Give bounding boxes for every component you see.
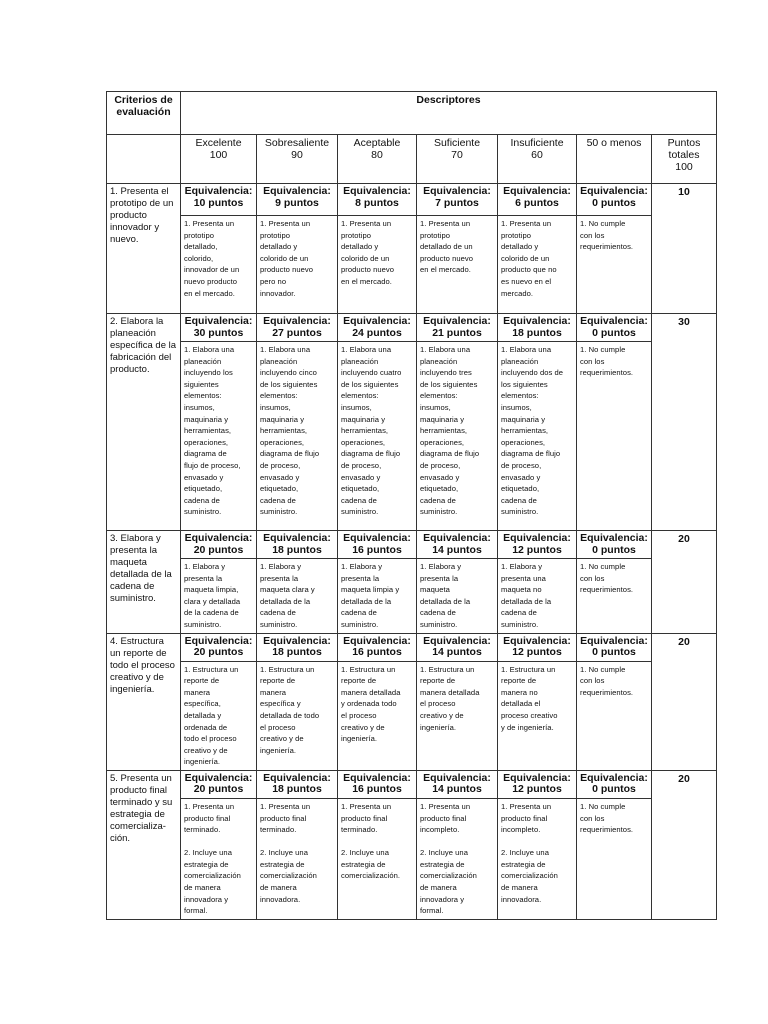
- descriptor-text-cell: 1. No cumple con los requerimientos.: [577, 342, 652, 531]
- criterion-cell: 5. Presenta un producto final terminado y su estrategia de comercializa-ción.: [107, 770, 181, 919]
- equivalence-cell: Equivalencia: 18 puntos: [257, 633, 338, 661]
- criterion-row: [107, 770, 717, 798]
- equivalence-cell: Equivalencia: 7 puntos: [417, 184, 498, 216]
- level-aceptable: Aceptable 80: [338, 135, 417, 184]
- descriptor-text-cell: 1. Presenta un prototipo detallado y colorido de un producto nuevo pero no innovador.: [257, 216, 338, 314]
- equivalence-cell: Equivalencia: 12 puntos: [498, 633, 577, 661]
- level-insuficiente: Insuficiente 60: [498, 135, 577, 184]
- level-excelente: Excelente 100: [181, 135, 257, 184]
- criterion-cell: 2. Elabora la planeación específica de la fabricación del producto.: [107, 314, 181, 531]
- descriptor-text-cell: 1. No cumple con los requerimientos.: [577, 559, 652, 634]
- level-suficiente: Suficiente 70: [417, 135, 498, 184]
- descriptor-text-cell: 1. Elabora una planeación incluyendo dos de los siguientes elementos: insumos, maquinaria y herramientas, operaciones, diagrama de flujo de proceso, envasado y etiquetado, cadena de suministro.: [498, 342, 577, 531]
- equivalence-cell: Equivalencia: 27 puntos: [257, 314, 338, 342]
- descriptor-text-cell: 1. Presenta un prototipo detallado y colorido de un producto que no es nuevo en el mercado.: [498, 216, 577, 314]
- descriptor-text-cell: 1. Elabora una planeación incluyendo tres de los siguientes elementos: insumos, maquinaria y herramientas, operaciones, diagrama de flujo de proceso, envasado y etiquetado, cadena de suministro.: [417, 342, 498, 531]
- header-row: [107, 92, 717, 135]
- total-points-cell: 30: [652, 314, 717, 531]
- criterion-row: [107, 633, 717, 661]
- descriptor-text-cell: 1. Presenta un prototipo detallado de un producto nuevo en el mercado.: [417, 216, 498, 314]
- equivalence-cell: Equivalencia: 6 puntos: [498, 184, 577, 216]
- total-points-cell: 20: [652, 633, 717, 770]
- equivalence-cell: Equivalencia: 0 puntos: [577, 314, 652, 342]
- descriptor-text-cell: 1. No cumple con los requerimientos.: [577, 661, 652, 770]
- equivalence-cell: Equivalencia: 16 puntos: [338, 531, 417, 559]
- descriptor-text-cell: 1. Elabora y presenta la maqueta limpia y detallada de la cadena de suministro.: [338, 559, 417, 634]
- descriptor-text-cell: 1. Elabora una planeación incluyendo los siguientes elementos: insumos, maquinaria y herramientas, operaciones, diagrama de flujo de proceso, envasado y etiquetado, cadena de suministro.: [181, 342, 257, 531]
- equivalence-cell: Equivalencia: 21 puntos: [417, 314, 498, 342]
- descriptor-text-cell: 1. Presenta un producto final incompleto. 2. Incluye una estrategia de comercialización de manera innovadora y formal.: [417, 798, 498, 919]
- descriptor-text-cell: 1. Elabora y presenta la maqueta limpia, clara y detallada de la cadena de suministro.: [181, 559, 257, 634]
- descriptor-row: [107, 559, 717, 634]
- level-50-o-menos: 50 o menos: [577, 135, 652, 184]
- descriptor-text-cell: 1. Estructura un reporte de manera específica y detallada de todo el proceso creativo y de ingeniería.: [257, 661, 338, 770]
- descriptor-text-cell: 1. Estructura un reporte de manera específica, detallada y ordenada de todo el proceso creativo y de ingeniería.: [181, 661, 257, 770]
- descriptor-text-cell: 1. Estructura un reporte de manera no detallada el proceso creativo y de ingeniería.: [498, 661, 577, 770]
- level-sobresaliente: Sobresaliente 90: [257, 135, 338, 184]
- equivalence-cell: Equivalencia: 14 puntos: [417, 531, 498, 559]
- equivalence-cell: Equivalencia: 20 puntos: [181, 633, 257, 661]
- total-points-cell: 10: [652, 184, 717, 314]
- total-points-cell: 20: [652, 770, 717, 919]
- descriptor-row: [107, 798, 717, 919]
- equivalence-cell: Equivalencia: 20 puntos: [181, 531, 257, 559]
- descriptor-text-cell: 1. Presenta un producto final terminado. 2. Incluye una estrategia de comercialización de manera innovadora y formal.: [181, 798, 257, 919]
- descriptor-text-cell: 1. Elabora y presenta una maqueta no detallada de la cadena de suministro.: [498, 559, 577, 634]
- descriptor-row: [107, 216, 717, 314]
- equivalence-cell: Equivalencia: 12 puntos: [498, 770, 577, 798]
- equivalence-cell: Equivalencia: 10 puntos: [181, 184, 257, 216]
- criterion-cell: 4. Estructura un reporte de todo el proceso creativo y de ingeniería.: [107, 633, 181, 770]
- descriptor-text-cell: 1. Presenta un prototipo detallado, colorido, innovador de un nuevo producto en el mercado.: [181, 216, 257, 314]
- equivalence-cell: Equivalencia: 0 puntos: [577, 633, 652, 661]
- equivalence-cell: Equivalencia: 14 puntos: [417, 633, 498, 661]
- criterion-row: [107, 314, 717, 342]
- equivalence-cell: Equivalencia: 18 puntos: [498, 314, 577, 342]
- descriptors-header: Descriptores: [181, 92, 717, 135]
- descriptor-text-cell: 1. Estructura un reporte de manera detallada el proceso creativo y de ingeniería.: [417, 661, 498, 770]
- descriptor-text-cell: 1. Presenta un producto final terminado. 2. Incluye una estrategia de comercialización de manera innovadora.: [257, 798, 338, 919]
- equivalence-cell: Equivalencia: 0 puntos: [577, 184, 652, 216]
- descriptor-text-cell: 1. Elabora y presenta la maqueta detallada de la cadena de suministro.: [417, 559, 498, 634]
- equivalence-cell: Equivalencia: 8 puntos: [338, 184, 417, 216]
- equivalence-cell: Equivalencia: 30 puntos: [181, 314, 257, 342]
- descriptor-text-cell: 1. Elabora y presenta la maqueta clara y detallada de la cadena de suministro.: [257, 559, 338, 634]
- criterion-cell: 1. Presenta el prototipo de un producto innovador y nuevo.: [107, 184, 181, 314]
- equivalence-cell: Equivalencia: 18 puntos: [257, 770, 338, 798]
- evaluation-rubric-table: [106, 91, 717, 920]
- criterion-row: [107, 184, 717, 216]
- descriptor-row: [107, 342, 717, 531]
- equivalence-cell: Equivalencia: 24 puntos: [338, 314, 417, 342]
- descriptor-text-cell: 1. Elabora una planeación incluyendo cuatro de los siguientes elementos: insumos, maquinaria y herramientas, operaciones, diagrama de flujo de proceso, envasado y etiquetado, cadena de suministro.: [338, 342, 417, 531]
- descriptor-text-cell: 1. Presenta un producto final terminado. 2. Incluye una estrategia de comercialización.: [338, 798, 417, 919]
- descriptor-text-cell: 1. Presenta un prototipo detallado y colorido de un producto nuevo en el mercado.: [338, 216, 417, 314]
- descriptor-text-cell: 1. Elabora una planeación incluyendo cinco de los siguientes elementos: insumos, maquinaria y herramientas, operaciones, diagrama de flujo de proceso, envasado y etiquetado, cadena de suministro.: [257, 342, 338, 531]
- equivalence-cell: Equivalencia: 12 puntos: [498, 531, 577, 559]
- equivalence-cell: Equivalencia: 18 puntos: [257, 531, 338, 559]
- descriptor-text-cell: 1. Estructura un reporte de manera detallada y ordenada todo el proceso creativo y de ingeniería.: [338, 661, 417, 770]
- equivalence-cell: Equivalencia: 9 puntos: [257, 184, 338, 216]
- level-puntos-totales: Puntos totales 100: [652, 135, 717, 184]
- levels-row-empty-cell: [107, 135, 181, 184]
- equivalence-cell: Equivalencia: 20 puntos: [181, 770, 257, 798]
- equivalence-cell: Equivalencia: 0 puntos: [577, 770, 652, 798]
- criteria-header: Criterios de evaluación: [107, 92, 181, 135]
- equivalence-cell: Equivalencia: 16 puntos: [338, 770, 417, 798]
- criterion-row: [107, 531, 717, 559]
- descriptor-text-cell: 1. No cumple con los requerimientos.: [577, 798, 652, 919]
- equivalence-cell: Equivalencia: 0 puntos: [577, 531, 652, 559]
- descriptor-text-cell: 1. No cumple con los requerimientos.: [577, 216, 652, 314]
- equivalence-cell: Equivalencia: 16 puntos: [338, 633, 417, 661]
- levels-row: [107, 135, 717, 184]
- equivalence-cell: Equivalencia: 14 puntos: [417, 770, 498, 798]
- criterion-cell: 3. Elabora y presenta la maqueta detallada de la cadena de suministro.: [107, 531, 181, 634]
- total-points-cell: 20: [652, 531, 717, 634]
- descriptor-row: [107, 661, 717, 770]
- descriptor-text-cell: 1. Presenta un producto final incompleto. 2. Incluye una estrategia de comercialización de manera innovadora.: [498, 798, 577, 919]
